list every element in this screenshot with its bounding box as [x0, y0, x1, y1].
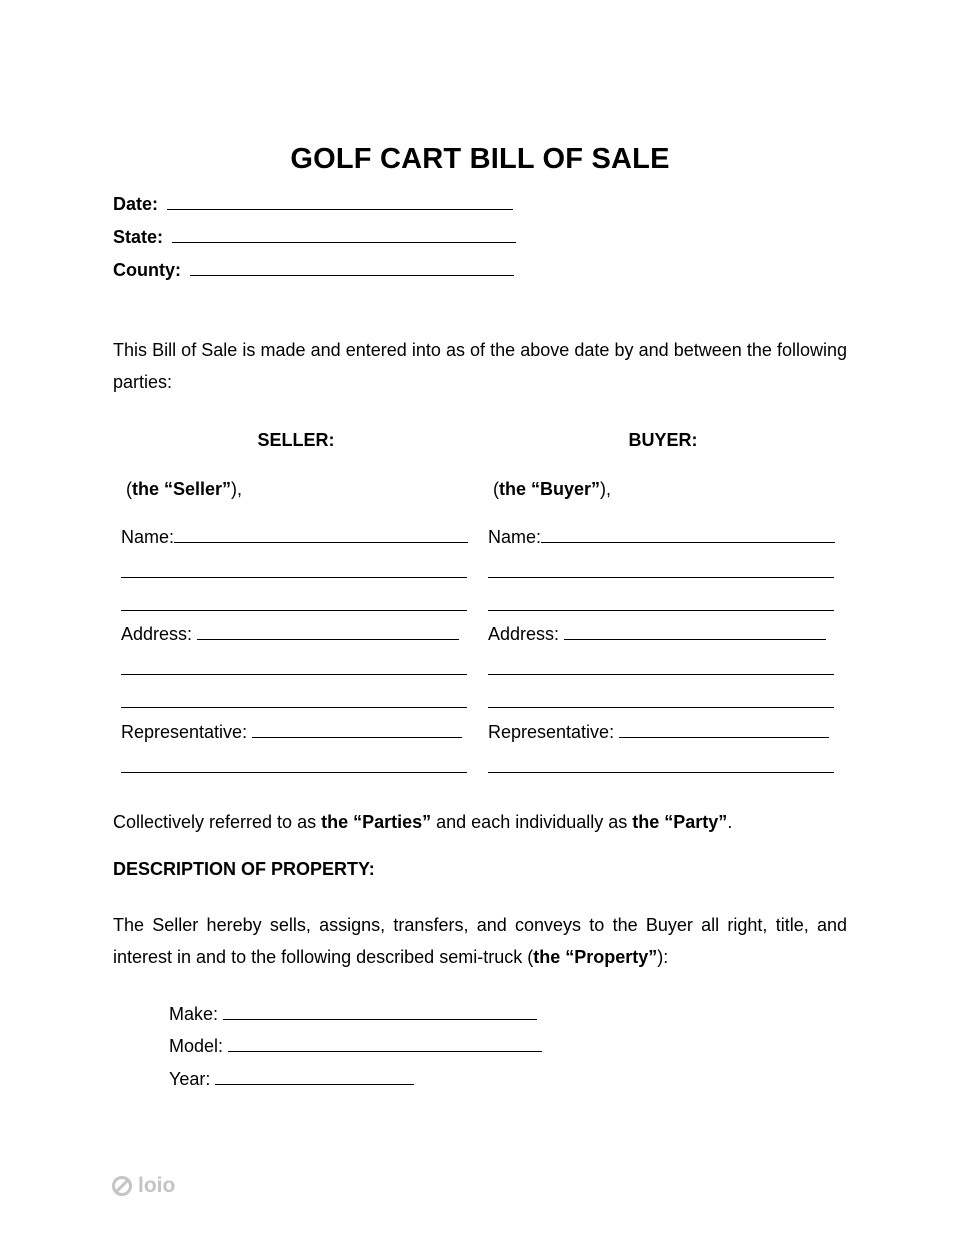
- make-field: [169, 1004, 537, 1025]
- seller-representative-line-2[interactable]: [121, 772, 467, 773]
- buyer-address-field: [488, 624, 826, 645]
- party-term: the “Party”: [632, 812, 728, 832]
- seller-address-label: Address:: [121, 624, 198, 644]
- seller-address-line-2[interactable]: [121, 674, 467, 675]
- county-field: [113, 260, 514, 281]
- loio-logo-text: loio: [138, 1174, 176, 1197]
- seller-address-field: [121, 624, 459, 645]
- buyer-address-blank[interactable]: [564, 624, 826, 640]
- buyer-heading: BUYER:: [628, 430, 698, 450]
- year-field: [169, 1069, 414, 1090]
- intro-paragraph: This Bill of Sale is made and entered into as of the above date by and between the following parties:: [113, 340, 847, 392]
- buyer-name-blank[interactable]: [541, 527, 835, 543]
- seller-name-line-2[interactable]: [121, 577, 467, 578]
- buyer-address-line-3[interactable]: [488, 707, 834, 708]
- buyer-representative-blank[interactable]: [619, 722, 829, 738]
- seller-representative-blank[interactable]: [252, 722, 462, 738]
- seller-address-blank[interactable]: [197, 624, 459, 640]
- state-label: State:: [113, 227, 164, 247]
- buyer-name-field: [488, 527, 835, 548]
- seller-name-label: Name:: [121, 527, 175, 547]
- buyer-representative-line-2[interactable]: [488, 772, 834, 773]
- make-blank[interactable]: [223, 1004, 537, 1020]
- buyer-address-line-2[interactable]: [488, 674, 834, 675]
- year-blank[interactable]: [215, 1069, 414, 1085]
- buyer-alias-text: the “Buyer”: [499, 479, 601, 499]
- buyer-address-label: Address:: [488, 624, 565, 644]
- seller-name-blank[interactable]: [174, 527, 468, 543]
- seller-name-line-3[interactable]: [121, 610, 467, 611]
- county-blank[interactable]: [190, 260, 514, 276]
- state-blank[interactable]: [172, 227, 516, 243]
- description-paragraph: The Seller hereby sells, assigns, transfers, and conveys to the Buyer all right, title, and interest in and to the following described semi-truck (the “Property”):: [113, 915, 847, 967]
- model-field: [169, 1036, 542, 1057]
- date-blank[interactable]: [167, 194, 513, 210]
- date-label: Date:: [113, 194, 159, 214]
- property-term: the “Property”: [533, 947, 658, 967]
- property-heading: DESCRIPTION OF PROPERTY:: [113, 859, 375, 879]
- year-label: Year:: [169, 1069, 216, 1089]
- parties-term: the “Parties”: [321, 812, 432, 832]
- model-blank[interactable]: [228, 1036, 542, 1052]
- date-field: [113, 194, 513, 215]
- loio-logo-icon: [111, 1175, 133, 1197]
- collective-paragraph: Collectively referred to as the “Parties” and each individually as the “Party”.: [113, 812, 733, 832]
- seller-representative-label: Representative:: [121, 722, 253, 742]
- buyer-name-label: Name:: [488, 527, 542, 547]
- model-label: Model:: [169, 1036, 229, 1056]
- buyer-name-line-3[interactable]: [488, 610, 834, 611]
- document-title: GOLF CART BILL OF SALE: [290, 143, 670, 175]
- seller-name-field: [121, 527, 468, 548]
- make-label: Make:: [169, 1004, 224, 1024]
- seller-alias: (the “Seller”),: [126, 479, 243, 499]
- buyer-representative-field: [488, 722, 829, 743]
- seller-heading: SELLER:: [257, 430, 335, 450]
- buyer-alias: (the “Buyer”),: [493, 479, 612, 499]
- seller-address-line-3[interactable]: [121, 707, 467, 708]
- seller-alias-text: the “Seller”: [132, 479, 232, 499]
- buyer-name-line-2[interactable]: [488, 577, 834, 578]
- buyer-representative-label: Representative:: [488, 722, 620, 742]
- county-label: County:: [113, 260, 181, 280]
- seller-representative-field: [121, 722, 462, 743]
- loio-logo: [111, 1174, 175, 1198]
- state-field: [113, 227, 516, 248]
